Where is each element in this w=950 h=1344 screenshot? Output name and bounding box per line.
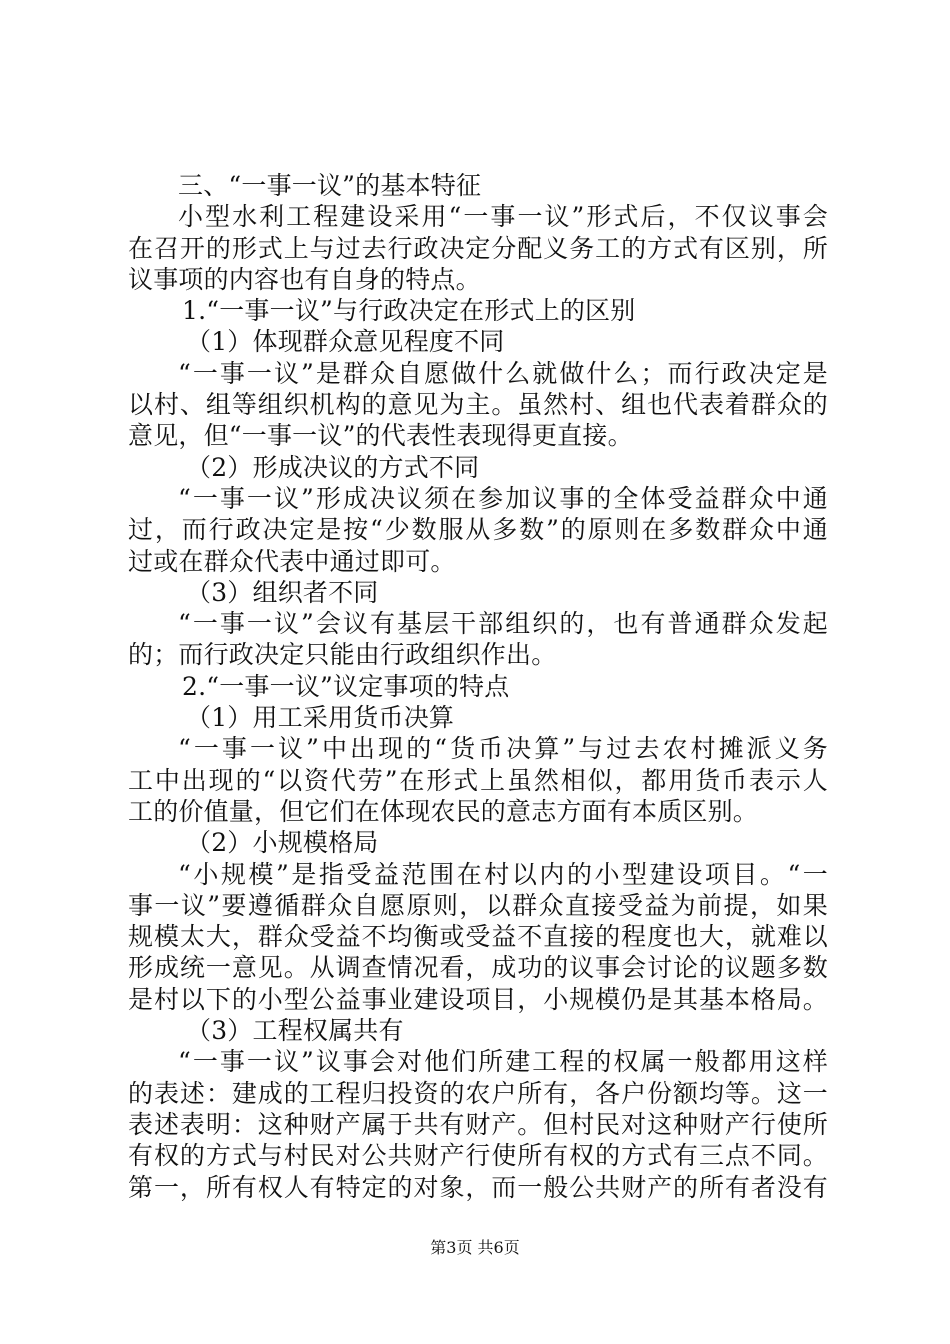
paragraph-line: 表述表明：这种财产属于共有财产。但村民对这种财产行使所 [128, 1109, 828, 1139]
paragraph-line: 议事项的内容也有自身的特点。 [128, 264, 481, 294]
paragraph-line: 的表述：建成的工程归投资的农户所有，各户份额均等。这一 [128, 1078, 828, 1108]
paragraph-line: 意见，但“一事一议”的代表性表现得更直接。 [128, 421, 633, 451]
item-heading: （1）用工采用货币决算 [186, 703, 455, 733]
item-heading: （3）工程权属共有 [186, 1016, 404, 1046]
paragraph-line: 事一议”要遵循群众自愿原则，以群众直接受益为前提，如果 [128, 890, 828, 920]
paragraph-line: 在召开的形式上与过去行政决定分配义务工的方式有区别，所 [128, 233, 828, 263]
paragraph-line: 第一，所有权人有特定的对象，而一般公共财产的所有者没有 [128, 1172, 828, 1202]
paragraph-line: “一事一议”是群众自愿做什么就做什么；而行政决定是 [178, 358, 828, 388]
paragraph-line: 过，而行政决定是按“少数服从多数”的原则在多数群众中通 [128, 515, 828, 545]
paragraph-line: 的；而行政决定只能由行政组织作出。 [128, 640, 557, 670]
document-body [128, 170, 828, 1203]
paragraph-line: 过或在群众代表中通过即可。 [128, 546, 456, 576]
paragraph-line: 形成统一意见。从调查情况看，成功的议事会讨论的议题多数 [128, 953, 828, 983]
paragraph-line: 工的价值量，但它们在体现农民的意志方面有本质区别。 [128, 796, 759, 826]
paragraph-line: “一事一议”形成决议须在参加议事的全体受益群众中通 [178, 483, 828, 513]
item-heading: （3）组织者不同 [186, 577, 379, 607]
paragraph-line: 工中出现的“以资代劳”在形式上虽然相似，都用货币表示人 [128, 765, 828, 795]
section-heading: 三、“一事一议”的基本特征 [178, 171, 482, 200]
paragraph-line: “一事一议”议事会对他们所建工程的权属一般都用这样 [178, 1047, 828, 1077]
page-number: 第3页 共6页 [430, 1238, 520, 1257]
item-heading: （2）形成决议的方式不同 [186, 452, 480, 482]
paragraph-line: 以村、组等组织机构的意见为主。虽然村、组也代表着群众的 [128, 390, 828, 420]
item-heading: （1）体现群众意见程度不同 [186, 327, 505, 357]
subsection-heading: 1.“一事一议”与行政决定在形式上的区别 [182, 296, 636, 326]
paragraph-line: 小型水利工程建设采用“一事一议”形式后，不仅议事会 [178, 202, 828, 232]
paragraph-line: “小规模”是指受益范围在村以内的小型建设项目。“一 [178, 859, 828, 889]
subsection-heading: 2.“一事一议”议定事项的特点 [182, 671, 510, 701]
paragraph-line: “一事一议”会议有基层干部组织的，也有普通群众发起 [178, 609, 828, 639]
item-heading: （2）小规模格局 [186, 828, 379, 858]
paragraph-line: 规模太大，群众受益不均衡或受益不直接的程度也大，就难以 [128, 922, 828, 952]
paragraph-line: 有权的方式与村民对公共财产行使所有权的方式有三点不同。 [128, 1141, 828, 1171]
paragraph-line: 是村以下的小型公益事业建设项目，小规模仍是其基本格局。 [128, 984, 828, 1014]
paragraph-line: “一事一议”中出现的“货币决算”与过去农村摊派义务 [178, 734, 828, 764]
